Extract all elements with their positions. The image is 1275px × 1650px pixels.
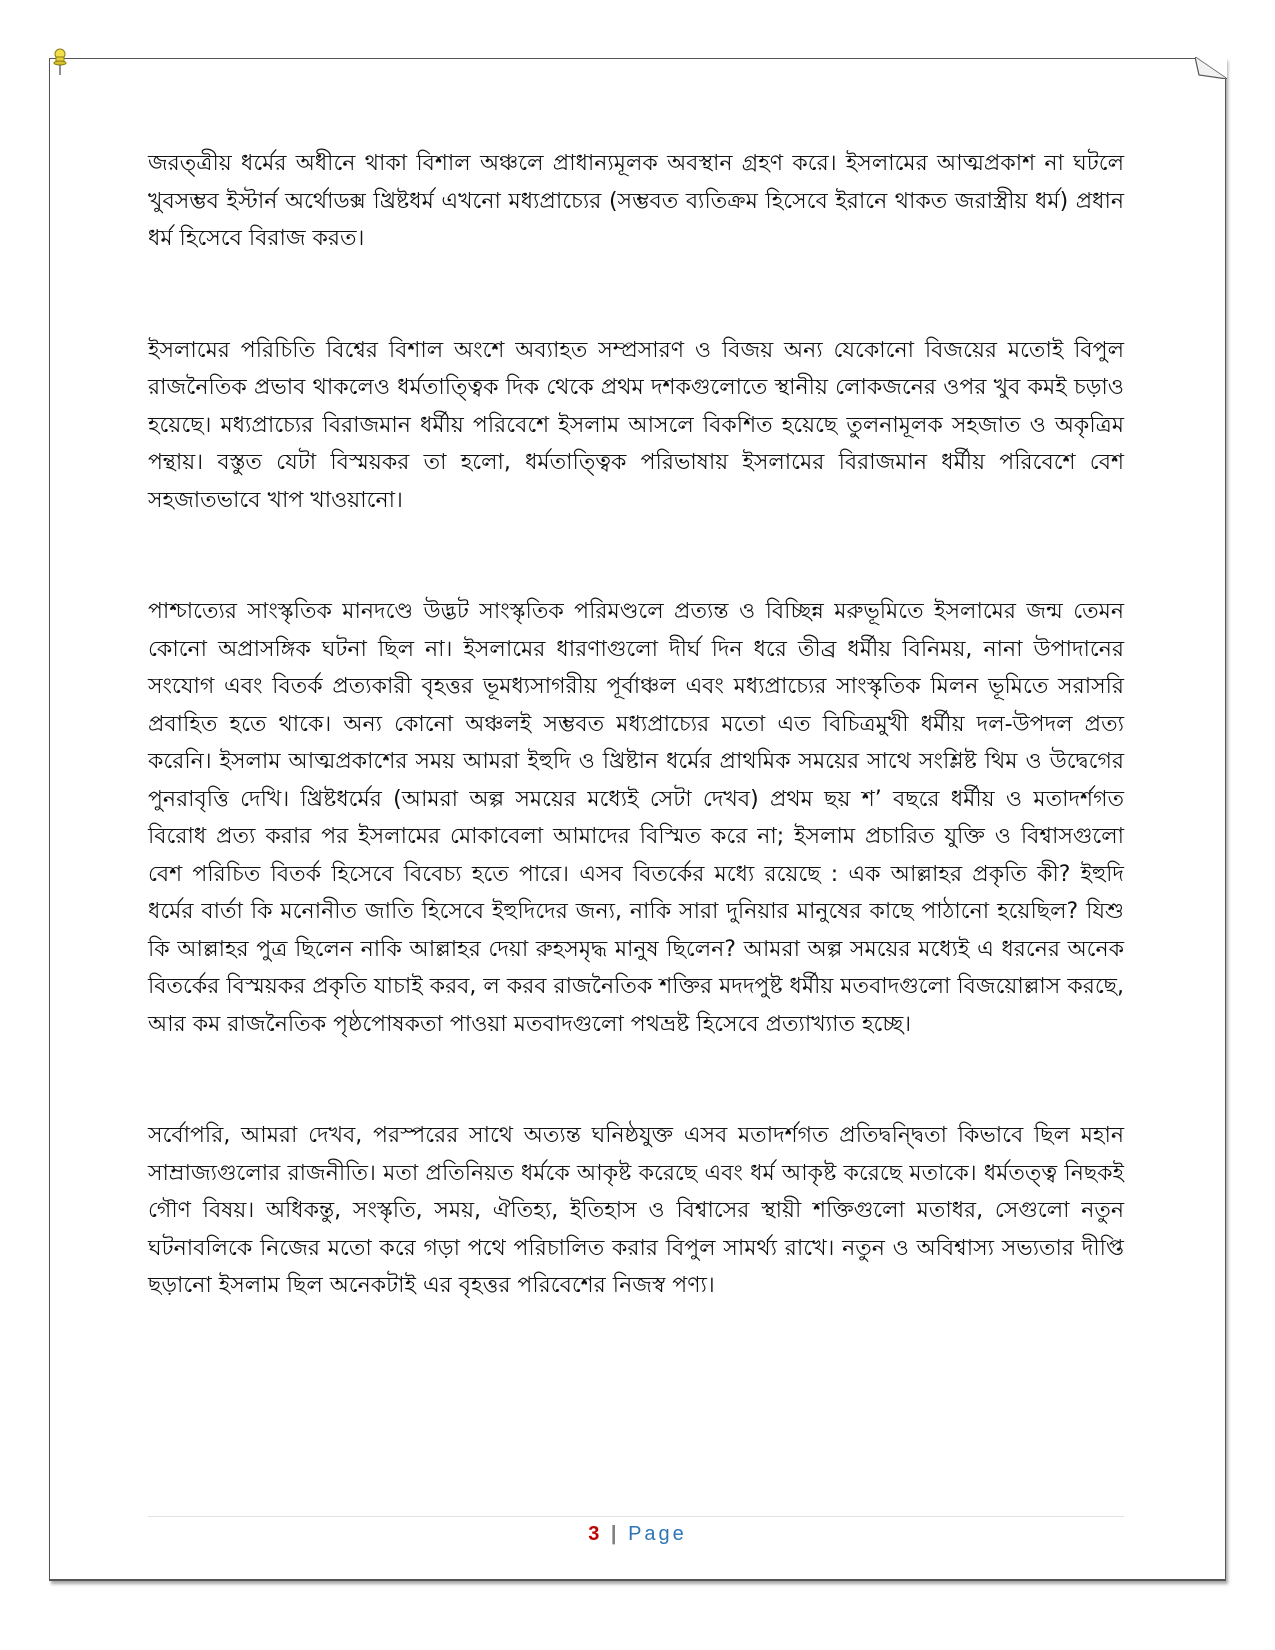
page-footer — [0, 1523, 1275, 1546]
document-body — [148, 145, 1124, 1305]
page-fold-corner — [1195, 57, 1227, 79]
paragraph: জরত্ত্রীয় ধর্মের অধীনে থাকা বিশাল অঞ্চলে প্রাধান্যমূলক অবস্থান গ্রহণ করে। ইসলামের আত্মপ্রকাশ না ঘটলে খুবসম্ভব ইস্টার্ন অর্থোডক্স খ্রিষ্টধর্ম এখনো মধ্যপ্রাচ্যের (সম্ভবত ব্যতিক্রম হিসেবে ইরানে থাকত জরাস্ত্রীয় ধর্ম) প্রধান ধর্ম হিসেবে বিরাজ করত। — [148, 151, 1124, 251]
footer-divider — [148, 1516, 1124, 1517]
page-number: 3 — [588, 1523, 603, 1545]
paragraph: ইসলামের পরিচিতি বিশ্বের বিশাল অংশে অব্যাহত সম্প্রসারণ ও বিজয় অন্য যেকোনো বিজয়ের মতোই বিপুল রাজনৈতিক প্রভাব থাকলেও ধর্মতাত্ত্বিক দিক থেকে প্রথম দশকগুলোতে স্থানীয় লোকজনের ওপর খুব কমই চড়াও হয়েছে। মধ্যপ্রাচ্যের বিরাজমান ধর্মীয় পরিবেশে ইসলাম আসলে বিকশিত হয়েছে তুলনামূলক সহজাত ও অকৃত্রিম পন্থায়। বস্তুত যেটা বিস্ময়কর তা হলো, ধর্মতাত্ত্বিক পরিভাষায় ইসলামের বিরাজমান ধর্মীয় পরিবেশে বেশ সহজাতভাবে খাপ খাওয়ানো। — [148, 337, 1124, 513]
footer-separator: | — [610, 1523, 620, 1545]
paragraph: পাশ্চাত্যের সাংস্কৃতিক মানদণ্ডে উদ্ভট সাংস্কৃতিক পরিমণ্ডলে প্রত্যন্ত ও বিচ্ছিন্ন মরুভূমিতে ইসলামের জন্ম তেমন কোনো অপ্রাসঙ্গিক ঘটনা ছিল না। ইসলামের ধারণাগুলো দীর্ঘ দিন ধরে তীব্র ধর্মীয় বিনিময়, নানা উপাদানের সংযোগ এবং বিতর্ক প্রত্যকারী বৃহত্তর ভূমধ্যসাগরীয় পূর্বাঞ্চল এবং মধ্যপ্রাচ্যের সাংস্কৃতিক মিলন ভূমিতে সরাসরি প্রবাহিত হতে থাকে। অন্য কোনো অঞ্চলই সম্ভবত মধ্যপ্রাচ্যের মতো এত বিচিত্রমুখী ধর্মীয় দল-উপদল প্রত্য করেনি। ইসলাম আত্মপ্রকাশের সময় আমরা ইহুদি ও খ্রিষ্টান ধর্মের প্রাথমিক সময়ের সাথে সংশ্লিষ্ট থিম ও উদ্বেগের পুনরাবৃত্তি দেখি। খ্রিষ্টধর্মের (আমরা অল্প সময়ের মধ্যেই সেটা দেখব) প্রথম ছয় শ’ বছরে ধর্মীয় ও মতাদর্শগত বিরোধ প্রত্য করার পর ইসলামের মোকাবেলা আমাদের বিস্মিত করে না; ইসলাম প্রচারিত যুক্তি ও বিশ্বাসগুলো বেশ পরিচিত বিতর্ক হিসেবে বিবেচ্য হতে পারে। এসব বিতর্কের মধ্যে রয়েছে : এক আল্লাহর প্রকৃতি কী? ইহুদি ধর্মের বার্তা কি মনোনীত জাতি হিসেবে ইহুদিদের জন্য, নাকি সারা দুনিয়ার মানুষের কাছে পাঠানো হয়েছিল? যিশু কি আল্লাহর পুত্র ছিলেন নাকি আল্লাহর দেয়া রুহসমৃদ্ধ মানুষ ছিলেন? আমরা অল্প সময়ের মধ্যেই এ ধরনের অনেক বিতর্কের বিস্ময়কর প্রকৃতি যাচাই করব, ল করব রাজনৈতিক শক্তির মদদপুষ্ট ধর্মীয় মতবাদগুলো বিজয়োল্লাস করছে, আর কম রাজনৈতিক পৃষ্ঠপোষকতা পাওয়া মতবাদগুলো পথভ্রষ্ট হিসেবে প্রত্যাখ্যাত হচ্ছে। — [148, 599, 1124, 1037]
page-label: Page — [628, 1523, 687, 1545]
pushpin-icon — [51, 48, 69, 78]
paragraph: সর্বোপরি, আমরা দেখব, পরস্পরের সাথে অত্যন্ত ঘনিষ্ঠযুক্ত এসব মতাদর্শগত প্রতিদ্বন্দ্বিতা কিভাবে ছিল মহান সাম্রাজ্যগুলোর রাজনীতি। মতা প্রতিনিয়ত ধর্মকে আকৃষ্ট করেছে এবং ধর্ম আকৃষ্ট করেছে মতাকে। ধর্মতত্ত্ব নিছকই গৌণ বিষয়। অধিকন্তু, সংস্কৃতি, সময়, ঐতিহ্য, ইতিহাস ও বিশ্বাসের স্থায়ী শক্তিগুলো মতাধর, সেগুলো নতুন ঘটনাবলিকে নিজের মতো করে গড়া পথে পরিচালিত করার বিপুল সামর্থ্য রাখে। নতুন ও অবিশ্বাস্য সভ্যতার দীপ্তি ছড়ানো ইসলাম ছিল অনেকটাই এর বৃহত্তর পরিবেশের নিজস্ব পণ্য। — [148, 1123, 1124, 1298]
